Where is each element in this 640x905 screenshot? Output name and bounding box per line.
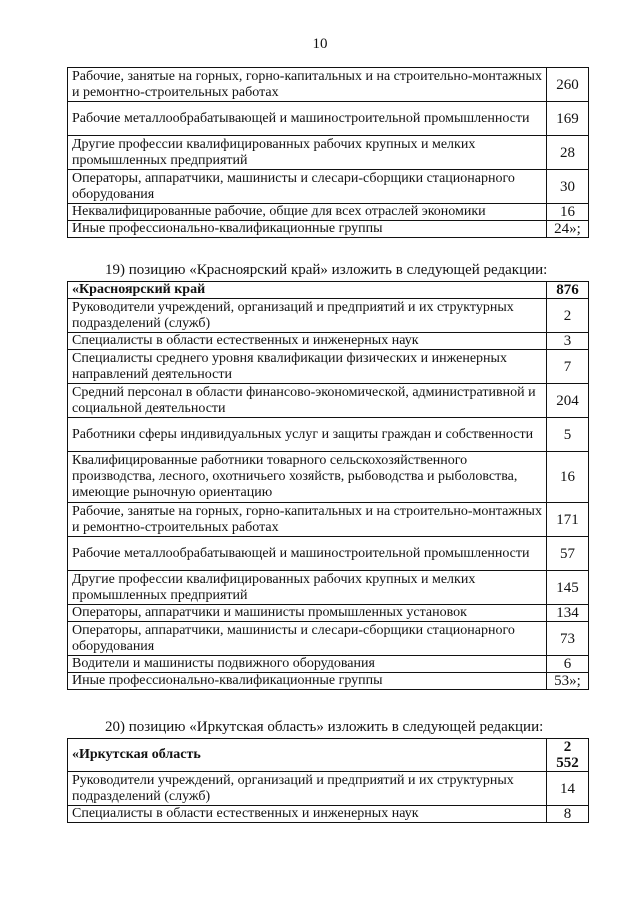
row-label: Водители и машинисты подвижного оборудования: [68, 656, 547, 673]
table-row: [68, 333, 589, 350]
table-row: [68, 605, 589, 622]
row-value: 3: [547, 333, 589, 350]
page-number: 10: [312, 36, 328, 52]
row-value: 24»;: [547, 221, 589, 238]
table-header-row: [68, 282, 589, 299]
row-value: 57: [547, 537, 589, 571]
table-row: [68, 452, 589, 503]
row-value: 169: [547, 102, 589, 136]
row-value: 2: [547, 299, 589, 333]
row-label: Рабочие металлообрабатывающей и машиностроительной промышленности: [68, 102, 547, 136]
table-header-row: [68, 739, 589, 772]
row-value: 16: [547, 452, 589, 503]
row-label: Операторы, аппаратчики, машинисты и слесари-сборщики стационарного оборудования: [68, 170, 547, 204]
region-total: 876: [547, 282, 589, 299]
row-value: 53»;: [547, 673, 589, 690]
table-row: [68, 299, 589, 333]
table-row: [68, 418, 589, 452]
region-name: «Красноярский край: [68, 282, 547, 299]
row-label: Специалисты среднего уровня квалификации физических и инженерных направлений деятельности: [68, 350, 547, 384]
table-irkutsk: [67, 738, 589, 823]
row-value: 16: [547, 204, 589, 221]
table-row: [68, 772, 589, 806]
table-row: [68, 221, 589, 238]
row-value: 30: [547, 170, 589, 204]
table-row: [68, 673, 589, 690]
row-label: Иные профессионально-квалификационные группы: [68, 673, 547, 690]
row-value: 6: [547, 656, 589, 673]
row-label: Руководители учреждений, организаций и предприятий и их структурных подразделений (служб): [68, 299, 547, 333]
row-label: Операторы, аппаратчики и машинисты промышленных установок: [68, 605, 547, 622]
row-value: 204: [547, 384, 589, 418]
table-row: [68, 622, 589, 656]
paragraph-19: 19) позицию «Красноярский край» изложить в следующей редакции:: [105, 262, 548, 278]
table-continuation: [67, 67, 589, 238]
row-label: Рабочие, занятые на горных, горно-капитальных и на строительно-монтажных и ремонтно-строительных работах: [68, 503, 547, 537]
row-value: 28: [547, 136, 589, 170]
row-label: Неквалифицированные рабочие, общие для всех отраслей экономики: [68, 204, 547, 221]
row-label: Другие профессии квалифицированных рабочих крупных и мелких промышленных предприятий: [68, 136, 547, 170]
row-value: 171: [547, 503, 589, 537]
row-label: Операторы, аппаратчики, машинисты и слесари-сборщики стационарного оборудования: [68, 622, 547, 656]
table-row: [68, 170, 589, 204]
row-value: 7: [547, 350, 589, 384]
row-value: 260: [547, 68, 589, 102]
row-value: 145: [547, 571, 589, 605]
table-row: [68, 68, 589, 102]
row-label: Руководители учреждений, организаций и предприятий и их структурных подразделений (служб): [68, 772, 547, 806]
table-row: [68, 571, 589, 605]
table-row: [68, 204, 589, 221]
row-value: 134: [547, 605, 589, 622]
row-label: Квалифицированные работники товарного сельскохозяйственного производства, лесного, охотничьего хозяйств, рыбоводства и рыболовства, имеющие рыночную ориентацию: [68, 452, 547, 503]
table-row: [68, 136, 589, 170]
row-value: 73: [547, 622, 589, 656]
row-value: 8: [547, 806, 589, 823]
row-value: 14: [547, 772, 589, 806]
table-row: [68, 503, 589, 537]
table-krasnoyarsk: [67, 281, 589, 690]
row-label: Специалисты в области естественных и инженерных наук: [68, 333, 547, 350]
row-label: Специалисты в области естественных и инженерных наук: [68, 806, 547, 823]
row-value: 5: [547, 418, 589, 452]
row-label: Средний персонал в области финансово-экономической, административной и социальной деятельности: [68, 384, 547, 418]
row-label: Иные профессионально-квалификационные группы: [68, 221, 547, 238]
table-row: [68, 537, 589, 571]
table-row: [68, 350, 589, 384]
table-row: [68, 656, 589, 673]
row-label: Другие профессии квалифицированных рабочих крупных и мелких промышленных предприятий: [68, 571, 547, 605]
row-label: Работники сферы индивидуальных услуг и защиты граждан и собственности: [68, 418, 547, 452]
row-label: Рабочие металлообрабатывающей и машиностроительной промышленности: [68, 537, 547, 571]
table-row: [68, 102, 589, 136]
region-total: 2 552: [547, 739, 589, 772]
table-row: [68, 806, 589, 823]
table-row: [68, 384, 589, 418]
region-name: «Иркутская область: [68, 739, 547, 772]
row-label: Рабочие, занятые на горных, горно-капитальных и на строительно-монтажных и ремонтно-строительных работах: [68, 68, 547, 102]
paragraph-20: 20) позицию «Иркутская область» изложить в следующей редакции:: [105, 719, 544, 735]
